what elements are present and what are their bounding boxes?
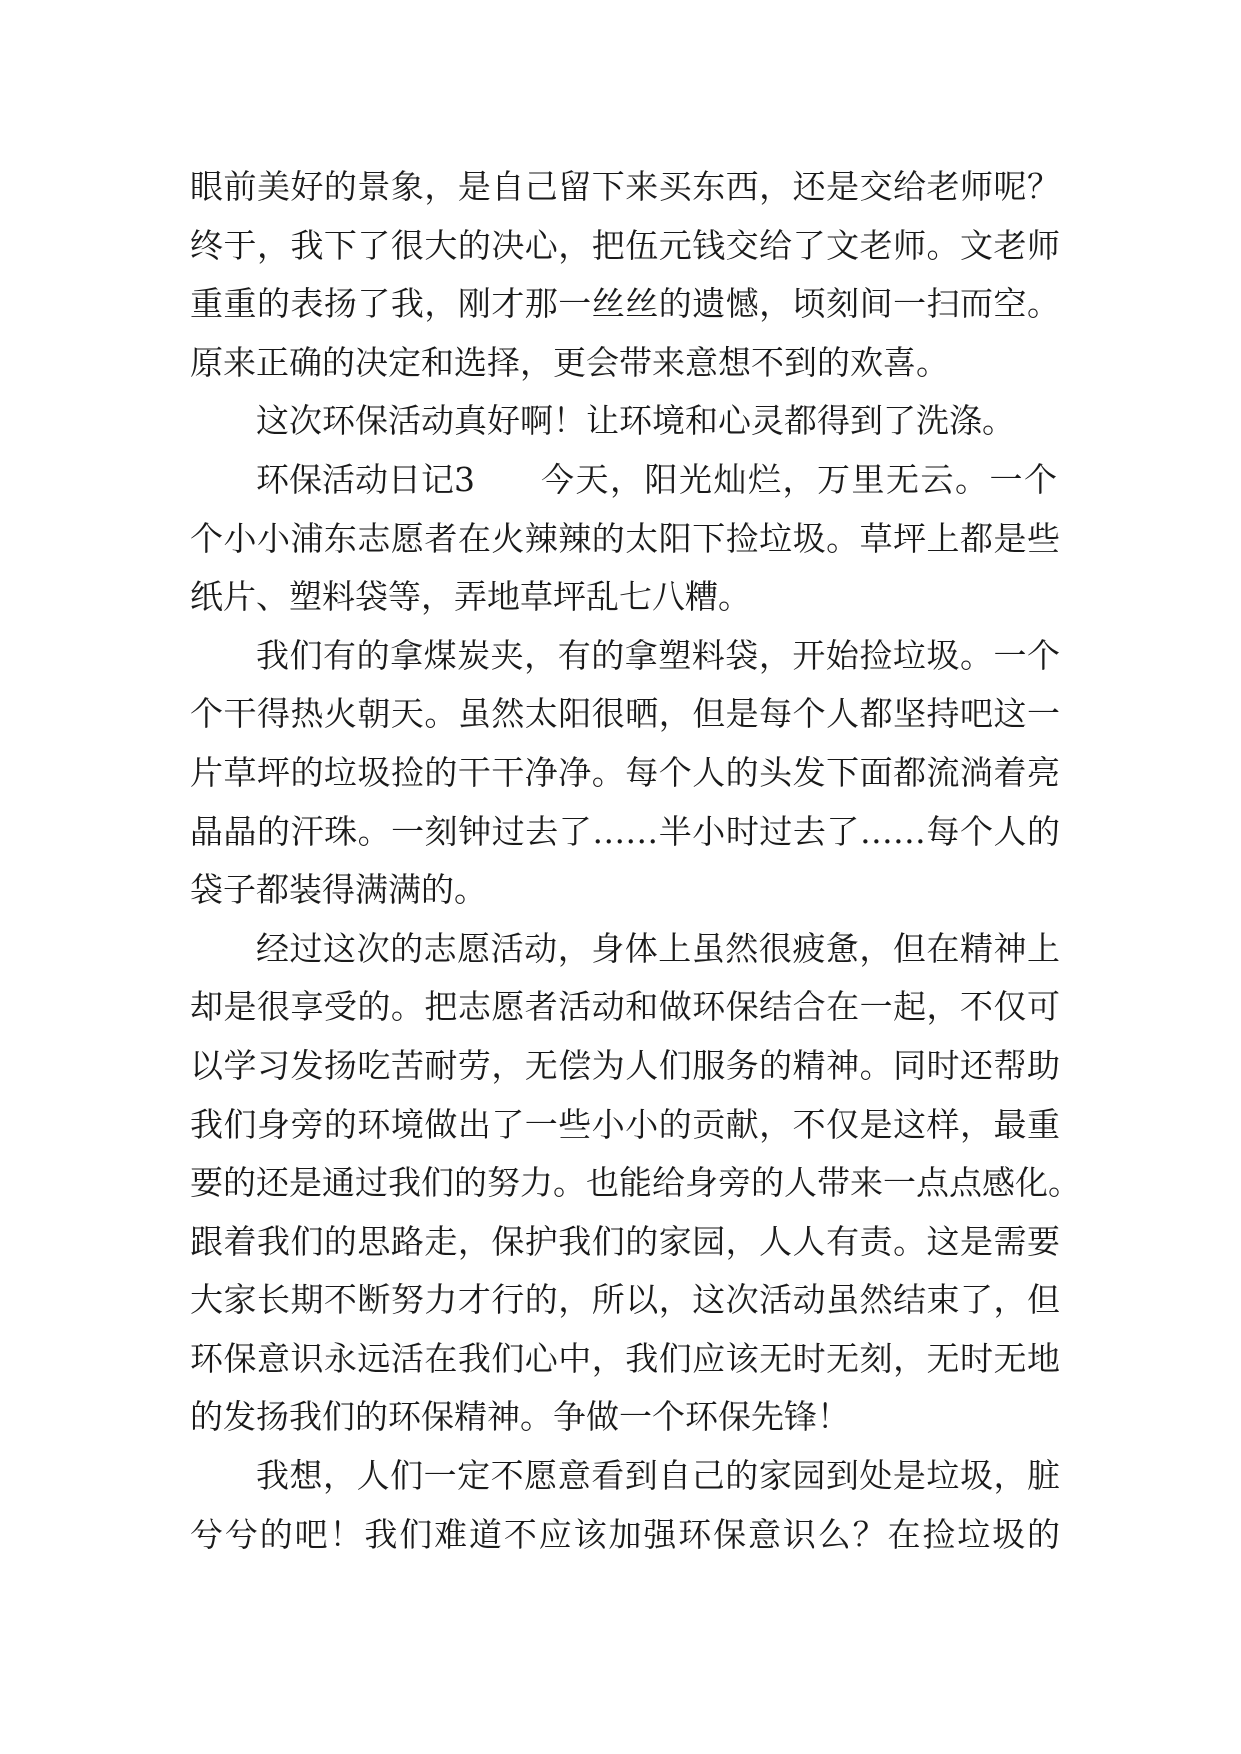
text-line: 环保意识永远活在我们心中，我们应该无时无刻，无时无地 (190, 1338, 1060, 1378)
text-line: 的发扬我们的环保精神。争做一个环保先锋！ (190, 1397, 850, 1437)
text-line: 眼前美好的景象，是自己留下来买东西，还是交给老师呢？ (190, 167, 1060, 206)
text-line-fragment: 今天，阳光灿烂，万里无云。一个 (541, 459, 1059, 499)
text-line: 要的还是通过我们的努力。也能给身旁的人带来一点点感化。 (190, 1163, 1081, 1203)
text-line: 重重的表扬了我，刚才那一丝丝的遗憾，顷刻间一扫而空。 (190, 284, 1060, 324)
text-line: 经过这次的志愿活动，身体上虽然很疲惫，但在精神上 (256, 928, 1060, 968)
diary-heading: 环保活动日记3 (256, 459, 475, 499)
text-line: 个干得热火朝天。虽然太阳很晒，但是每个人都坚持吧这一 (190, 694, 1060, 734)
text-line: 以学习发扬吃苦耐劳，无偿为人们服务的精神。同时还帮助 (190, 1045, 1060, 1085)
text-line: 袋子都装得满满的。 (190, 870, 487, 910)
text-line: 却是很享受的。把志愿者活动和做环保结合在一起，不仅可 (190, 987, 1060, 1027)
document-body (190, 158, 1081, 1564)
text-line: 兮兮的吧！我们难道不应该加强环保意识么？在捡垃圾的 (190, 1514, 1060, 1554)
text-line: 跟着我们的思路走，保护我们的家园，人人有责。这是需要 (190, 1221, 1060, 1261)
text-line: 终于，我下了很大的决心，把伍元钱交给了文老师。文老师 (190, 225, 1060, 265)
text-line: 晶晶的汗珠。一刻钟过去了……半小时过去了……每个人的 (190, 811, 1060, 851)
text-line: 这次环保活动真好啊！让环境和心灵都得到了洗涤。 (256, 401, 1015, 441)
text-line: 片草坪的垃圾捡的干干净净。每个人的头发下面都流淌着亮 (190, 752, 1060, 792)
text-line: 我们有的拿煤炭夹，有的拿塑料袋，开始捡垃圾。一个 (256, 635, 1060, 675)
text-line: 我想，人们一定不愿意看到自己的家园到处是垃圾，脏 (256, 1456, 1060, 1496)
text-line-with-heading (190, 451, 1060, 510)
text-line: 大家长期不断努力才行的，所以，这次活动虽然结束了，但 (190, 1280, 1060, 1320)
text-line: 原来正确的决定和选择，更会带来意想不到的欢喜。 (190, 342, 949, 382)
text-line: 个小小浦东志愿者在火辣辣的太阳下捡垃圾。草坪上都是些 (190, 518, 1060, 558)
text-line: 纸片、塑料袋等，弄地草坪乱七八糟。 (190, 577, 751, 617)
text-line: 我们身旁的环境做出了一些小小的贡献，不仅是这样，最重 (190, 1104, 1060, 1144)
